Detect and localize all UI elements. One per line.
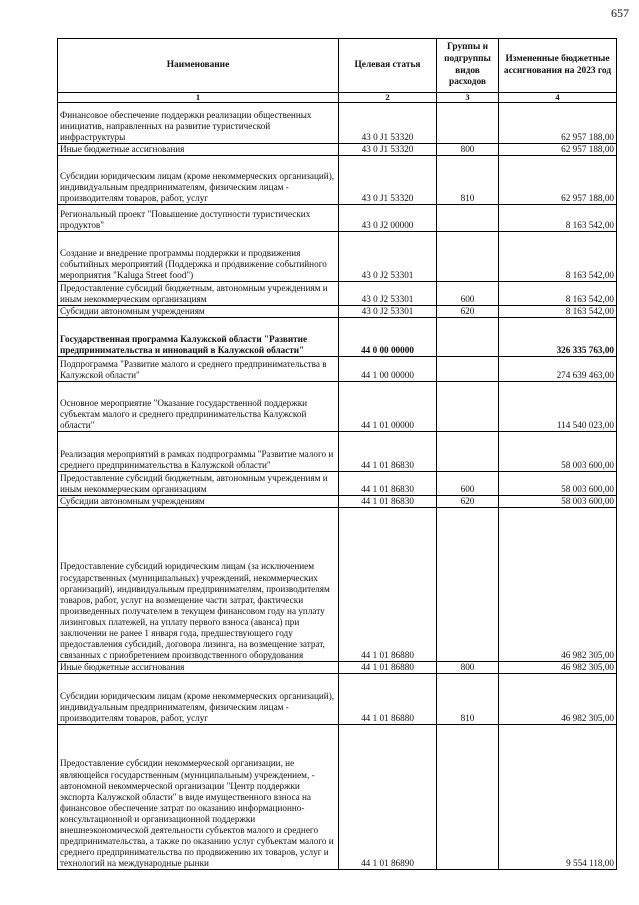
row-code: 44 1 01 86830 xyxy=(339,432,437,472)
row-group xyxy=(437,232,499,282)
row-code: 43 0 J2 53301 xyxy=(339,232,437,282)
header-amount: Измененные бюджетные ассигнования на 2023 год xyxy=(499,39,617,93)
column-number: 4 xyxy=(499,93,617,103)
row-name: Подпрограмма "Развитие малого и среднего предпринимательства в Калужской области" xyxy=(58,357,339,382)
row-group xyxy=(437,205,499,232)
row-amount: 8 163 542,00 xyxy=(499,232,617,282)
row-amount: 58 003 600,00 xyxy=(499,496,617,508)
row-code: 43 0 J1 53320 xyxy=(339,156,437,205)
row-amount: 62 957 188,00 xyxy=(499,144,617,156)
table-header-row xyxy=(58,39,617,93)
row-group: 620 xyxy=(437,496,499,508)
table-row xyxy=(58,508,617,662)
table-row xyxy=(58,232,617,282)
table-row xyxy=(58,205,617,232)
row-amount: 8 163 542,00 xyxy=(499,306,617,318)
row-name: Предоставление субсидии некоммерческой организации, не являющейся государственным (муниципальным) учреждением, - автономной некоммерческой организации "Центр поддержки экспорта Калужской области" в виде имущественного взноса на финансовое обеспечение затрат по оказанию информационно-консультационной и организационной поддержки внешнеэкономической деятельности субъектов малого и среднего предпринимательства, а также по оказанию услуг субъектам малого и среднего предпринимательства по продвижению их товаров, услуг и технологий на международные рынки xyxy=(58,725,339,870)
table-row xyxy=(58,725,617,870)
row-name: Предоставление субсидий бюджетным, автономным учреждениям и иным некоммерческим организациям xyxy=(58,472,339,496)
column-number-row xyxy=(58,93,617,103)
row-amount: 114 540 023,00 xyxy=(499,382,617,432)
row-code: 44 1 01 86890 xyxy=(339,725,437,870)
table-row xyxy=(58,156,617,205)
table-row xyxy=(58,318,617,357)
table-row xyxy=(58,662,617,674)
row-group xyxy=(437,103,499,144)
row-code: 44 1 01 86880 xyxy=(339,674,437,725)
row-group: 800 xyxy=(437,662,499,674)
row-group: 600 xyxy=(437,282,499,306)
table-row xyxy=(58,432,617,472)
row-code: 44 1 01 86830 xyxy=(339,472,437,496)
table-row xyxy=(58,144,617,156)
row-amount: 9 554 118,00 xyxy=(499,725,617,870)
row-code: 43 0 J1 53320 xyxy=(339,144,437,156)
row-name: Предоставление субсидий бюджетным, автономным учреждениям и иным некоммерческим организациям xyxy=(58,282,339,306)
row-amount: 326 335 763,00 xyxy=(499,318,617,357)
header-target-article: Целевая статья xyxy=(339,39,437,93)
row-group xyxy=(437,382,499,432)
column-number: 1 xyxy=(58,93,339,103)
table-row xyxy=(58,674,617,725)
row-name: Субсидии автономным учреждениям xyxy=(58,306,339,318)
row-name: Иные бюджетные ассигнования xyxy=(58,144,339,156)
row-amount: 8 163 542,00 xyxy=(499,205,617,232)
row-amount: 62 957 188,00 xyxy=(499,156,617,205)
row-code: 44 1 01 00000 xyxy=(339,382,437,432)
row-code: 44 1 01 86830 xyxy=(339,496,437,508)
row-amount: 274 639 463,00 xyxy=(499,357,617,382)
row-group: 800 xyxy=(437,144,499,156)
table-row xyxy=(58,306,617,318)
row-code: 44 1 00 00000 xyxy=(339,357,437,382)
row-group: 810 xyxy=(437,156,499,205)
row-name: Субсидии автономным учреждениям xyxy=(58,496,339,508)
header-name: Наименование xyxy=(58,39,339,93)
row-name: Финансовое обеспечение поддержки реализации общественных инициатив, направленных на развитие туристической инфраструктуры xyxy=(58,103,339,144)
row-amount: 46 982 305,00 xyxy=(499,662,617,674)
budget-table xyxy=(57,38,617,870)
row-name: Региональный проект "Повышение доступности туристических продуктов" xyxy=(58,205,339,232)
table-row xyxy=(58,282,617,306)
row-amount: 46 982 305,00 xyxy=(499,508,617,662)
row-name: Основное мероприятие "Оказание государственной поддержки субъектам малого и среднего предпринимательства Калужской области" xyxy=(58,382,339,432)
row-group: 810 xyxy=(437,674,499,725)
row-amount: 58 003 600,00 xyxy=(499,432,617,472)
row-name: Предоставление субсидий юридическим лицам (за исключением государственных (муниципальных) учреждений, некоммерческих организаций), индивидуальным предпринимателям, производителям товаров, работ, услуг на возмещение части затрат, фактически произведенных получателем в текущем финансовом году на уплату лизинговых платежей, на уплату первого взноса (аванса) при заключении не ранее 1 января года, предшествующего году предоставления субсидий, договора лизинга, на возмещение затрат, связанных с приобретением производственного оборудования xyxy=(58,508,339,662)
row-code: 43 0 J2 53301 xyxy=(339,306,437,318)
row-code: 44 1 01 86880 xyxy=(339,508,437,662)
row-amount: 8 163 542,00 xyxy=(499,282,617,306)
row-name: Создание и внедрение программы поддержки и продвижения событийных мероприятий (Поддержка и продвижение событийного мероприятия "Kaluga Street food") xyxy=(58,232,339,282)
row-group: 600 xyxy=(437,472,499,496)
row-group xyxy=(437,432,499,472)
row-name: Субсидии юридическим лицам (кроме некоммерческих организаций), индивидуальным предпринимателям, физическим лицам - производителям товаров, работ, услуг xyxy=(58,674,339,725)
row-group xyxy=(437,318,499,357)
row-name: Иные бюджетные ассигнования xyxy=(58,662,339,674)
row-code: 43 0 J2 53301 xyxy=(339,282,437,306)
row-amount: 58 003 600,00 xyxy=(499,472,617,496)
row-group xyxy=(437,508,499,662)
table-row xyxy=(58,472,617,496)
row-name: Государственная программа Калужской области "Развитие предпринимательства и инноваций в Калужской области" xyxy=(58,318,339,357)
header-expense-groups: Группы и подгруппы видов расходов xyxy=(437,39,499,93)
row-name: Реализация мероприятий в рамках подпрограммы "Развитие малого и среднего предпринимательства в Калужской области" xyxy=(58,432,339,472)
table-row xyxy=(58,103,617,144)
table-row xyxy=(58,496,617,508)
row-code: 44 1 01 86880 xyxy=(339,662,437,674)
page-number: 657 xyxy=(611,6,629,20)
row-amount: 46 982 305,00 xyxy=(499,674,617,725)
row-group xyxy=(437,357,499,382)
column-number: 2 xyxy=(339,93,437,103)
row-group: 620 xyxy=(437,306,499,318)
row-code: 44 0 00 00000 xyxy=(339,318,437,357)
row-amount: 62 957 188,00 xyxy=(499,103,617,144)
row-group xyxy=(437,725,499,870)
row-code: 43 0 J2 00000 xyxy=(339,205,437,232)
table-row xyxy=(58,357,617,382)
row-name: Субсидии юридическим лицам (кроме некоммерческих организаций), индивидуальным предпринимателям, физическим лицам - производителям товаров, работ, услуг xyxy=(58,156,339,205)
column-number: 3 xyxy=(437,93,499,103)
table-row xyxy=(58,382,617,432)
row-code: 43 0 J1 53320 xyxy=(339,103,437,144)
